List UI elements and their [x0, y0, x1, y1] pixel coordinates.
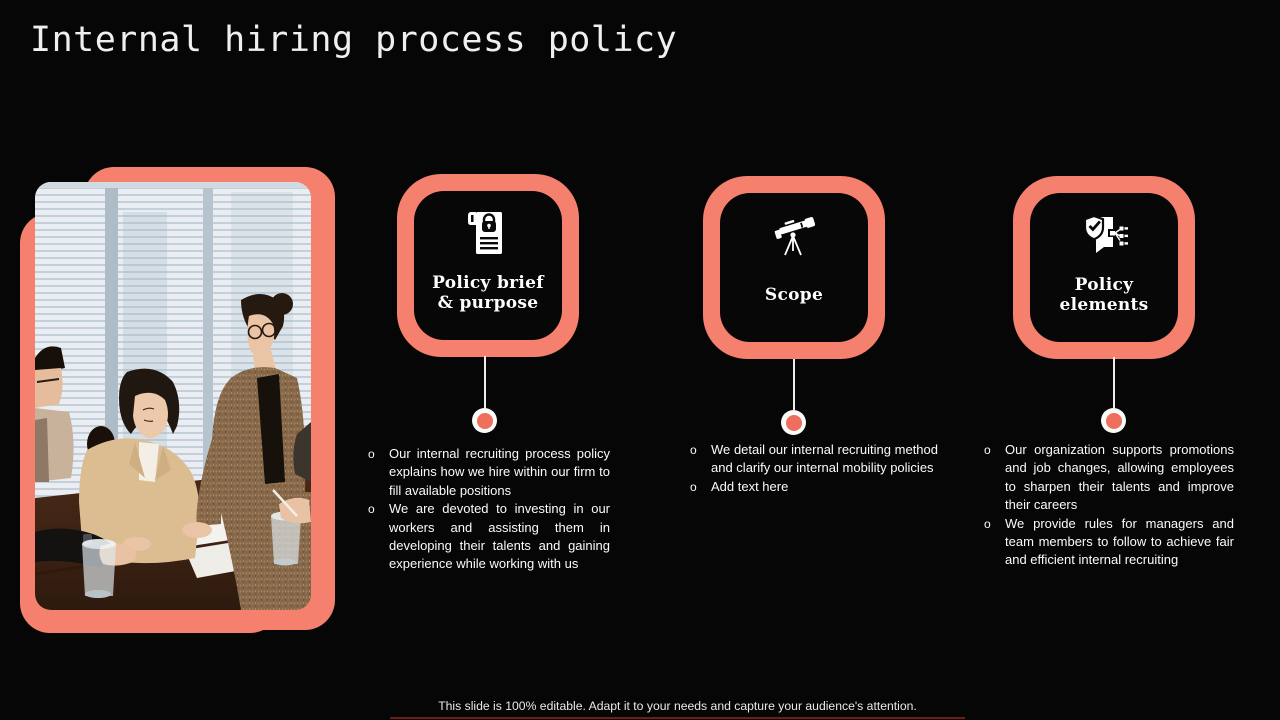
- bullet-marker: o: [690, 479, 697, 494]
- card-title-line: Policy: [1074, 275, 1134, 295]
- bullet-item: [690, 478, 938, 496]
- bullet-marker: o: [368, 447, 375, 461]
- card-policy-elements-inner: [1030, 193, 1178, 342]
- bullet-marker: o: [984, 443, 991, 457]
- telescope-icon: [770, 209, 818, 261]
- card-title-line: Policy brief: [432, 273, 544, 293]
- connector-dot: [781, 410, 806, 435]
- card-title: [765, 261, 823, 342]
- bullet-list-policy-brief: [368, 445, 610, 574]
- card-scope: [703, 176, 885, 359]
- connector-line: [793, 359, 795, 410]
- bullet-text: We are devoted to investing in our workers and assisting them in developing their talents and gaining experience while working with us: [389, 501, 610, 572]
- bullet-item: [368, 500, 610, 574]
- card-title-line: & purpose: [437, 292, 539, 313]
- shield-checklist-icon: [1080, 209, 1128, 261]
- connector-line: [484, 356, 486, 408]
- card-scope-inner: [720, 193, 868, 342]
- footer-accent-line: [390, 717, 965, 720]
- connector-dot: [472, 408, 497, 433]
- bullet-text: Our organization supports promotions and job changes, allowing employees to sharpen their talents and improve their careers: [1005, 442, 1234, 513]
- footer-note: This slide is 100% editable. Adapt it to your needs and capture your audience's attention.: [438, 699, 917, 713]
- card-policy-brief: [397, 174, 579, 357]
- bullet-item: [368, 445, 610, 500]
- bullet-item: [984, 515, 1234, 570]
- connector-dot: [1101, 408, 1126, 433]
- meeting-photo: [35, 182, 311, 610]
- document-lock-icon: [468, 207, 508, 259]
- bullet-list-scope: [690, 441, 938, 496]
- bullet-marker: o: [984, 516, 991, 531]
- bullet-marker: o: [368, 502, 375, 517]
- card-title: [432, 259, 544, 340]
- page-title: Internal hiring process policy: [30, 20, 678, 60]
- bullet-item: [690, 441, 938, 478]
- card-title-line: elements: [1059, 294, 1149, 315]
- card-policy-elements: [1013, 176, 1195, 359]
- bullet-list-policy-elements: [984, 441, 1234, 570]
- bullet-text: Our internal recruiting process policy explains how we hire within our firm to fill available positions: [389, 446, 610, 498]
- card-title: [1059, 261, 1148, 342]
- card-title-line: Scope: [764, 284, 824, 305]
- bullet-text: We provide rules for managers and team members to follow to achieve fair and efficient internal recruiting: [1005, 515, 1234, 568]
- bullet-text: We detail our internal recruiting method and clarify our internal mobility policies: [711, 442, 938, 476]
- meeting-photo-illustration: [35, 182, 311, 610]
- card-policy-brief-inner: [414, 191, 562, 340]
- bullet-text: Add text here: [711, 478, 789, 494]
- bullet-marker: o: [690, 443, 697, 457]
- connector-line: [1113, 357, 1115, 408]
- bullet-item: [984, 441, 1234, 515]
